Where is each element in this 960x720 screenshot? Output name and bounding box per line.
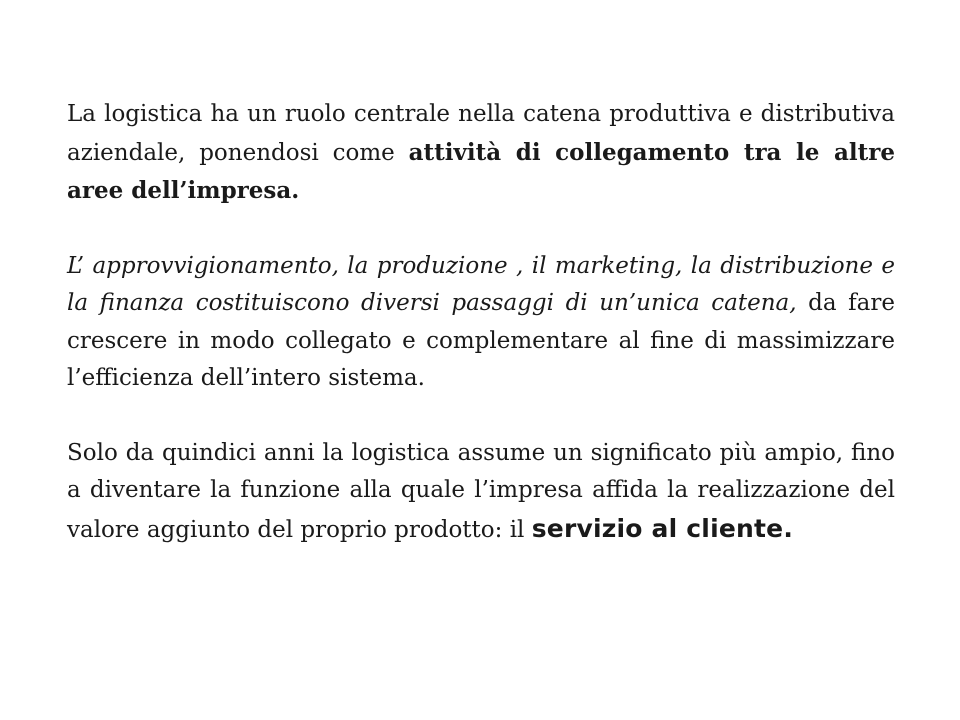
paragraph-1-text: La logistica ha un ruolo centrale nella catena produttiva e distributiva aziendale, ponendosi come: [67, 101, 895, 166]
paragraph-3-period: .: [783, 513, 794, 543]
paragraph-logistics-role: [67, 96, 895, 211]
paragraph-customer-service: [67, 435, 895, 550]
paragraph-3-bold-phrase: servizio al cliente: [531, 513, 784, 543]
paragraph-supply-chain: [67, 248, 895, 398]
paragraph-2-italic-phrase: L’ approvvigionamento, la produzione , il marketing, la distribuzione e la finanza costituiscono diversi passaggi di un’unica catena,: [67, 252, 895, 316]
paragraph-2-text: da fare crescere in modo collegato e complementare al fine di massimizzare l’efficienza dell’intero sistema.: [67, 290, 896, 391]
paragraph-3-text: Solo da quindici anni la logistica assume un significato più ampio, fino a diventare la funzione alla quale l’impresa affida la realizzazione del valore aggiunto del proprio prodotto: il: [67, 439, 895, 543]
text-content: [67, 96, 895, 586]
paragraph-1-bold-phrase: attività di collegamento tra le altre aree dell’impresa.: [67, 138, 895, 204]
